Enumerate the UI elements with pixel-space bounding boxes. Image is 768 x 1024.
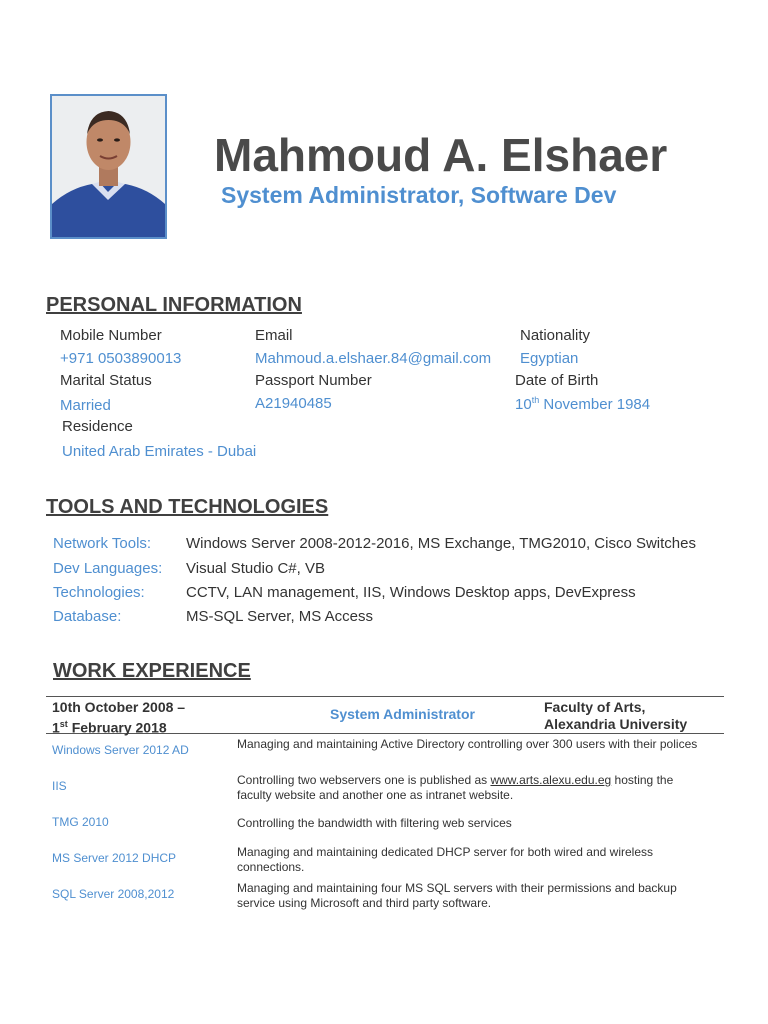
- nationality-label: Nationality: [520, 327, 591, 344]
- work-tech: IIS: [52, 779, 67, 793]
- passport-value: A21940485: [255, 395, 332, 412]
- email-label: Email: [255, 327, 293, 344]
- tool-label-database: Database:: [53, 608, 122, 625]
- work-date-start: 10th October 2008 –: [52, 699, 186, 715]
- residence-value: United Arab Emirates - Dubai: [62, 443, 257, 460]
- dob-rest: November 1984: [539, 396, 651, 413]
- work-header-row: [46, 697, 724, 734]
- personal-info-heading: PERSONAL INFORMATION: [46, 294, 302, 316]
- tool-value-dev-languages: Visual Studio C#, VB: [186, 560, 325, 577]
- residence-label: Residence: [62, 418, 133, 435]
- candidate-title: System Administrator, Software Dev: [221, 182, 617, 208]
- work-desc: Controlling the bandwidth with filtering web services: [237, 816, 512, 830]
- work-heading: WORK EXPERIENCE: [53, 660, 251, 682]
- work-experience-table: [46, 696, 724, 914]
- dob-label: Date of Birth: [515, 372, 599, 389]
- table-row: [46, 842, 724, 878]
- work-desc: Managing and maintaining dedicated DHCP server for both wired and wireless connections.: [237, 845, 654, 874]
- nationality-value: Egyptian: [520, 350, 579, 367]
- work-desc: Managing and maintaining four MS SQL servers with their permissions and backup service using Microsoft and third party software.: [237, 881, 677, 910]
- tools-heading: TOOLS AND TECHNOLOGIES: [46, 496, 329, 518]
- tool-value-network: Windows Server 2008-2012-2016, MS Exchange, TMG2010, Cisco Switches: [186, 535, 696, 552]
- work-date-end-rest: February 2018: [67, 719, 167, 736]
- work-date-range: [52, 699, 185, 737]
- marital-value: Married: [60, 397, 111, 414]
- person-portrait-icon: [52, 96, 165, 237]
- tool-value-technologies: CCTV, LAN management, IIS, Windows Desktop apps, DevExpress: [186, 584, 636, 601]
- work-organization: [544, 699, 687, 733]
- work-tech: Windows Server 2012 AD: [52, 743, 189, 757]
- work-org-line1: Faculty of Arts,: [544, 699, 646, 715]
- mobile-value: +971 0503890013: [60, 350, 182, 367]
- work-desc-after: hosting the faculty website and another one as intranet website.: [237, 773, 674, 802]
- work-date-end-day: 1: [52, 719, 60, 736]
- marital-label: Marital Status: [60, 372, 152, 389]
- table-row: [46, 878, 724, 914]
- tool-value-database: MS-SQL Server, MS Access: [186, 608, 373, 625]
- dob-suffix: th: [531, 395, 540, 405]
- work-desc: [237, 773, 707, 803]
- work-org-line2: Alexandria University: [544, 716, 688, 732]
- passport-label: Passport Number: [255, 372, 372, 389]
- work-job-title: System Administrator: [330, 706, 475, 722]
- work-tech: MS Server 2012 DHCP: [52, 851, 177, 865]
- candidate-name: Mahmoud A. Elshaer: [214, 129, 668, 181]
- profile-photo: [50, 94, 167, 239]
- tool-label-network: Network Tools:: [53, 535, 152, 552]
- work-tech: TMG 2010: [52, 815, 109, 829]
- dob-value: [515, 395, 650, 413]
- website-link[interactable]: www.arts.alexu.edu.eg: [490, 773, 612, 787]
- table-row: [46, 770, 724, 806]
- email-value[interactable]: Mahmoud.a.elshaer.84@gmail.com: [255, 350, 492, 367]
- work-desc-before: Controlling two webservers one is published as: [237, 773, 491, 787]
- dob-day: 10: [515, 396, 532, 413]
- work-date-end-suffix: st: [59, 719, 68, 729]
- tool-label-dev-languages: Dev Languages:: [53, 560, 163, 577]
- work-desc: Managing and maintaining Active Directory controlling over 300 users with their polices: [237, 737, 698, 751]
- work-tech: SQL Server 2008,2012: [52, 887, 175, 901]
- tool-label-technologies: Technologies:: [53, 584, 145, 601]
- table-row: [46, 806, 724, 842]
- table-row: [46, 734, 724, 770]
- mobile-label: Mobile Number: [60, 327, 162, 344]
